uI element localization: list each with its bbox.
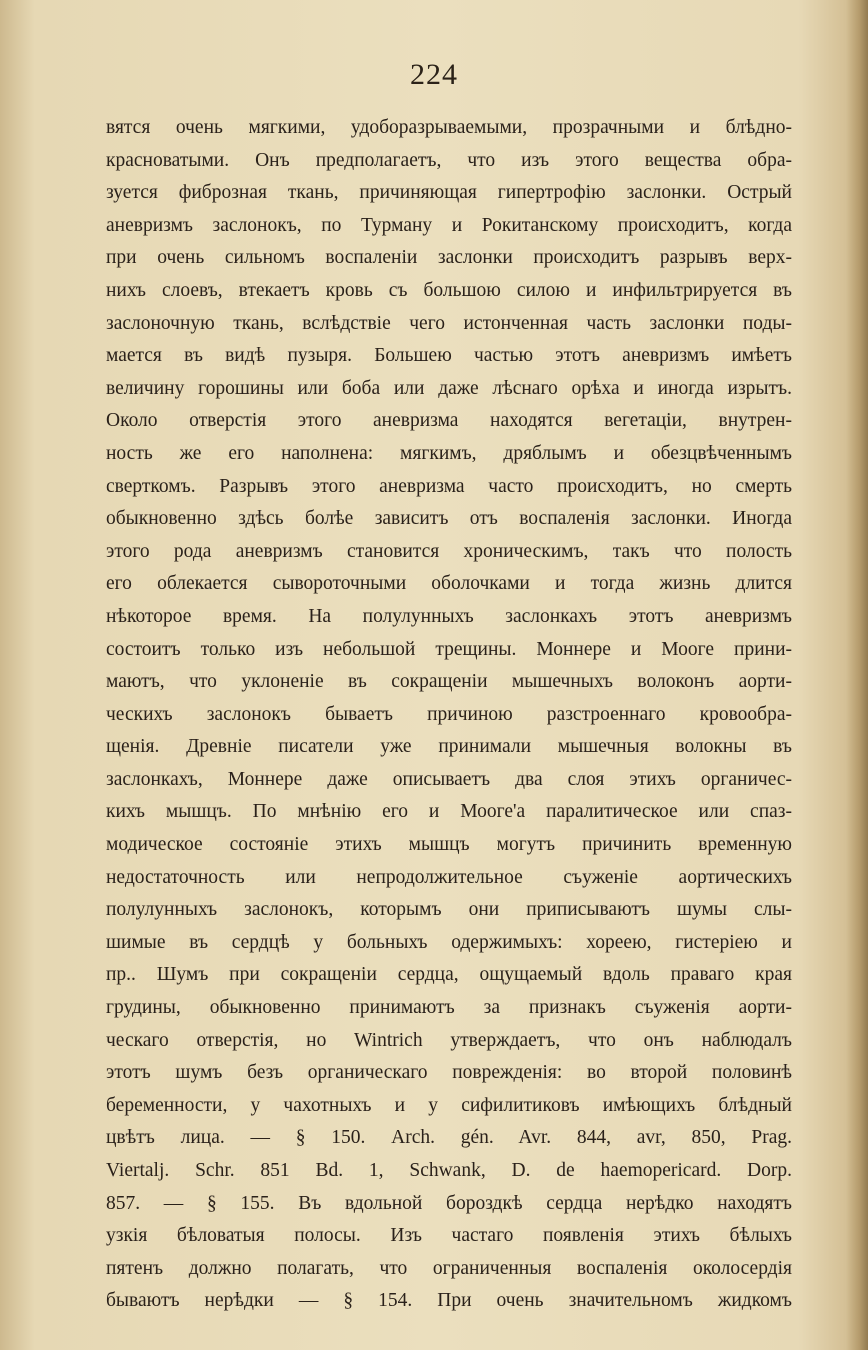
text-line: его облекается сывороточными оболочками и тогда жизнь длится	[106, 573, 792, 595]
text-line: щенія. Древніе писатели уже принимали мышечныя волокны въ	[106, 736, 792, 758]
text-line: Около отверстія этого аневризма находятся вегетаціи, внутрен-	[106, 410, 792, 432]
text-line: шимые въ сердцѣ у больныхъ одержимыхъ: хореею, гистеріею и	[106, 931, 792, 953]
text-line: узкія бѣловатыя полосы. Изъ частаго появленія этихъ бѣлыхъ	[106, 1225, 792, 1247]
text-line: пр.. Шумъ при сокращеніи сердца, ощущаемый вдоль праваго края	[106, 964, 792, 986]
text-line: цвѣтъ лица. — § 150. Arch. gén. Avr. 844, avr, 850, Prag.	[106, 1127, 792, 1149]
text-line: обыкновенно здѣсь болѣе зависитъ отъ воспаленія заслонки. Иногда	[106, 508, 792, 530]
page-edge-shadow	[846, 0, 868, 1350]
text-line: маютъ, что уклоненіе въ сокращеніи мышечныхъ волоконъ аорти-	[106, 671, 792, 693]
text-line: мается въ видѣ пузыря. Большею частью этотъ аневризмъ имѣетъ	[106, 345, 792, 367]
text-line: заслонкахъ, Моннере даже описываетъ два слоя этихъ органичес-	[106, 768, 792, 790]
text-line: ческихъ заслонокъ бываетъ причиною разстроеннаго кровообра-	[106, 703, 792, 725]
text-line: 857. — § 155. Въ вдольной бороздкѣ сердца нерѣдко находятъ	[106, 1192, 792, 1214]
text-line: полулунныхъ заслонокъ, которымъ они приписываютъ шумы слы-	[106, 899, 792, 921]
text-line: ческаго отверстія, но Wintrich утверждаетъ, что онъ наблюдалъ	[106, 1029, 792, 1051]
text-line: беременности, у чахотныхъ и у сифилитиковъ имѣющихъ блѣдный	[106, 1094, 792, 1116]
text-line: зуется фиброзная ткань, причиняющая гипертрофію заслонки. Острый	[106, 182, 792, 204]
text-line: Viertalj. Schr. 851 Bd. 1, Schwank, D. de haemopericard. Dorp.	[106, 1160, 792, 1181]
text-line: недостаточность или непродолжительное съуженіе аортическихъ	[106, 866, 792, 888]
text-line: сверткомъ. Разрывъ этого аневризма часто происходитъ, но смерть	[106, 475, 792, 497]
text-line: заслоночную ткань, вслѣдствіе чего истонченная часть заслонки поды-	[106, 312, 792, 334]
text-line: вятся очень мягкими, удоборазрываемыми, прозрачными и блѣдно-	[106, 117, 792, 138]
text-line: величину горошины или боба или даже лѣснаго орѣха и иногда изрытъ.	[106, 377, 792, 399]
text-line: красноватыми. Онъ предполагаетъ, что изъ этого вещества обра-	[106, 149, 792, 171]
text-line: при очень сильномъ воспаленіи заслонки происходитъ разрывъ верх-	[106, 247, 792, 269]
body-text	[106, 112, 792, 1318]
text-line: кихъ мышцъ. По мнѣнію его и Мооге'а паралитическое или спаз-	[106, 801, 792, 823]
page-number: 224	[410, 58, 458, 91]
text-line: модическое состояніе этихъ мышцъ могутъ причинить временную	[106, 834, 792, 856]
text-line: бываютъ нерѣдки — § 154. При очень значительномъ жидкомъ	[106, 1290, 792, 1312]
text-line: состоитъ только изъ небольшой трещины. Моннере и Мооге прини-	[106, 638, 792, 660]
text-line: пятенъ должно полагать, что ограниченныя воспаленія околосердія	[106, 1257, 792, 1279]
text-line: ность же его наполнена: мягкимъ, дряблымъ и обезцвѣченнымъ	[106, 442, 792, 464]
text-line: этого рода аневризмъ становится хроническимъ, такъ что полость	[106, 540, 792, 562]
text-line: аневризмъ заслонокъ, по Турману и Рокитанскому происходитъ, когда	[106, 214, 792, 236]
text-line: нѣкоторое время. На полулунныхъ заслонкахъ этотъ аневризмъ	[106, 605, 792, 627]
text-line: нихъ слоевъ, втекаетъ кровь съ большою силою и инфильтрируется въ	[106, 279, 792, 301]
text-line: грудины, обыкновенно принимаютъ за признакъ съуженія аорти-	[106, 997, 792, 1019]
text-line: этотъ шумъ безъ органическаго поврежденія: во второй половинѣ	[106, 1062, 792, 1084]
